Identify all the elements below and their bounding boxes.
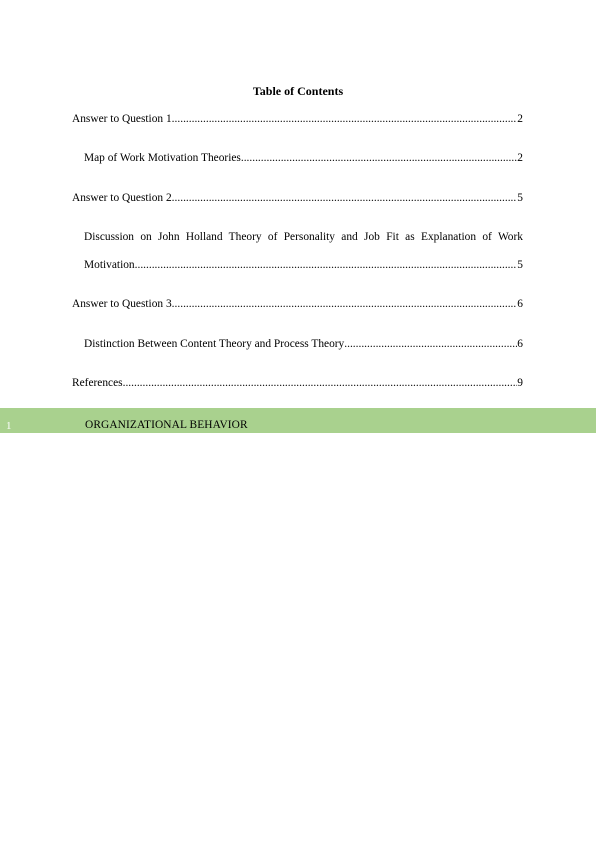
toc-page-number: 6 [517, 298, 523, 310]
toc-leader-dots [172, 191, 518, 205]
toc-page-number: 2 [517, 113, 523, 125]
toc-entry-label: Answer to Question 3 [72, 298, 172, 310]
toc-entry-label: Answer to Question 2 [72, 192, 172, 204]
toc-entry[interactable] [84, 258, 523, 272]
toc-page-number: 6 [517, 338, 523, 350]
toc-page-number: 2 [517, 152, 523, 164]
toc-entry-label: Motivation [84, 259, 135, 271]
toc-entry[interactable] [84, 151, 523, 165]
toc-leader-dots [172, 297, 518, 311]
toc-leader-dots [135, 258, 518, 272]
toc-entry-label: References [72, 377, 123, 389]
toc-title: Table of Contents [252, 84, 344, 98]
toc-leader-dots [123, 376, 518, 390]
toc-entry[interactable] [72, 297, 523, 311]
toc-entry-line1[interactable]: Discussion on John Holland Theory of Personality and Job Fit as Explanation of Work [84, 231, 523, 243]
toc-entry[interactable] [72, 376, 523, 390]
toc-leader-dots [172, 112, 518, 126]
toc-entry-label: Distinction Between Content Theory and Process Theory [84, 338, 345, 350]
toc-entry[interactable] [72, 191, 523, 205]
toc-leader-dots [241, 151, 517, 165]
toc-entry-label: Map of Work Motivation Theories [84, 152, 241, 164]
toc-entry[interactable] [84, 337, 523, 351]
running-header-title: ORGANIZATIONAL BEHAVIOR [85, 419, 248, 431]
toc-page-number: 5 [517, 192, 523, 204]
toc-page-number: 9 [517, 377, 523, 389]
page-number: 1 [6, 420, 12, 432]
toc-entry-label: Answer to Question 1 [72, 113, 172, 125]
toc-entry[interactable] [72, 112, 523, 126]
toc-page-number: 5 [517, 259, 523, 271]
toc-leader-dots [344, 337, 517, 351]
